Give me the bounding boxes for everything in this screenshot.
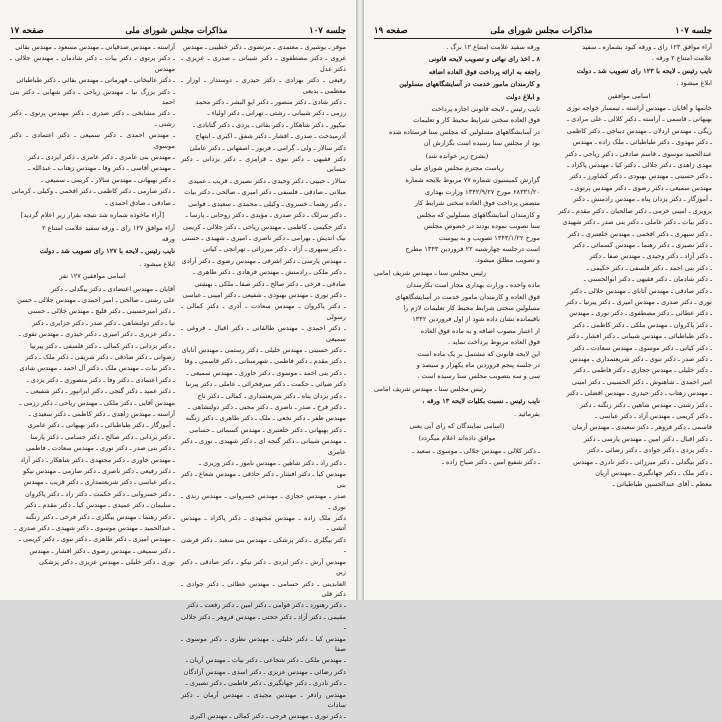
text-line: آراسته ـ مهندس زاهدی ـ دکتر کاظمی ـ دکتر سعیدی ـ xyxy=(28,410,175,418)
text-line: ـ دکتر صارمی ـ دکتر کاظمی ـ دکتر افخمی ـ وکیلی ـ کرمانی xyxy=(11,187,175,196)
text-line: ـ دکتر مهدوی ـ دکتر طباطبائی ـ ملک زاده ـ مهندس xyxy=(572,138,712,147)
text-line: فوق العاده مربوط پرداخت نماید . xyxy=(448,338,540,347)
text-line: ـ دکتر ملکی ـ رادمنش ـ مهندس فرهادی ـ دکتر طاهری ـ xyxy=(193,268,346,277)
text-line: ـ مهندس شیبانی ـ دکتر گنجه ای ـ دکتر شهیدی ـ نوری ـ دکتر عامری xyxy=(181,437,346,456)
text-line: نوری ـ دکتر خلیلی ـ مهندس عزیزی ـ دکتر پزشکی xyxy=(39,558,175,567)
text-line: باقیمانده نشان داده شود از اول فروردین ۱۳۴۲ xyxy=(412,315,540,324)
text-line: رضوانی ـ دکتر صادقی ـ دکتر شریفی ـ دکتر ملک ـ دکتر xyxy=(25,352,175,361)
text-line: ـ دکتر کیانی ـ دکتر موسوی ـ مهندس سعادت ـ دکتر xyxy=(572,343,712,352)
text-line: قاسمی ـ دکتر فروهر ـ دکتر سعیدی ـ مهندس آرمان xyxy=(572,423,712,432)
text-line: مورخ ۱۳۴۳/۱/۲۲ تصویب و به پیوست xyxy=(438,233,540,242)
text-line: ـ مهندس احمدی ـ دکتر سمیعی ـ دکتر اعتمادی ـ دکتر موسوی xyxy=(10,131,175,150)
text-line: ـ دکتر بنی احمد ـ موسوی ـ دکتر خاوری ـ مهندس سمیعی ـ xyxy=(186,368,346,377)
text-line: دکتر بیگلری ـ دکتر پزشکی ـ مهندس بنی سعید ـ دکتر فرشی ـ xyxy=(181,535,346,555)
text-line: ابلاغ میشود . xyxy=(676,79,712,88)
text-line: ـ مهندس آقاسی ـ دکتر وفا ـ مهندس زهتاب ـ عبدالله ـ xyxy=(28,164,175,173)
text-line: سالار ـ حبیبی ـ دکتر وحیدی ـ دکتر نصیری ـ قریب ـ عمیدی xyxy=(188,176,346,185)
text-line: [آراء ماخوذه شماره شد نتیجه بقرار زیر اعلام گردید] xyxy=(20,211,165,220)
text-line: در آسایشگاههای مسلولین که مجلس سنا فرستاده شده xyxy=(389,127,540,136)
text-line: علامت امتناع ۲ ورقه . xyxy=(651,54,712,63)
text-line: فوق العاده و کارمندان مامور خدمت در آسایشگاههای xyxy=(395,292,540,301)
text-line: ـ دکتر بهبهانی ـ دکتر خلعتبری ـ مهندس کسمائی ـ حسامی xyxy=(189,425,346,434)
text-line: و کارمندان آسایشگاههای مسلولین که مجلس xyxy=(416,210,540,219)
text-line: ـ دکتر نوری ـ مهندس بهبودی ـ شفیعی ـ دکتر امینی ـ عباسی xyxy=(182,290,346,299)
left-page xyxy=(0,0,356,721)
text-line: ـ دکتر شادمان ـ دکتر فقیهی ـ دکتر ابوالحسنی ـ xyxy=(583,275,712,284)
text-line: اسامی موافقین ۱۲۷ نفر xyxy=(59,272,126,281)
text-line: ـ دکتر بنی صدر ـ دکتر نوری ـ مهندس سعادت ـ فاطمی xyxy=(26,444,175,453)
text-line: ـ دکتر رشتی ـ مهندس شاهین ـ دکتر زنگنه ـ دکتر xyxy=(579,400,712,409)
text-line: ـ دکتر بهبهانی ـ مهندس سالار ـ کریمی ـ سمیعی ـ xyxy=(40,175,175,184)
text-line: دکتر فقیهی ـ دکتر نبوی ـ قرامزی ـ دکتر یزدانی ـ دکتر حسابی xyxy=(181,155,346,174)
text-line: مهندس سمیعی ـ دکتر رضوی ـ دکتر مهندس پرتوی ـ xyxy=(570,183,712,192)
text-line: آقایان ـ مهندس اعتضادی ـ دکتر بیگدلی ـ دکتر xyxy=(51,284,175,293)
text-line: ـ دکتر احمدی ـ مهندس طالقانی ـ دکتر اقبال ـ فروغی ـ سمیعی xyxy=(181,324,346,343)
text-line: ـ دکتر بنی احمد ـ دکتر فلسفی ـ دکتر حکیمی ـ xyxy=(586,263,712,272)
text-line: آراء موافق ۱۲۷ رای ـ ورقه سفید علامت امتناع ۲ xyxy=(41,223,175,232)
text-line: آذرمیدخت ـ صدری ـ افشار ـ دکتر شفق ـ اکبری ـ ابتهاج xyxy=(195,132,346,141)
text-line: مسلولین سختی شرایط محیط کار تعلیمات لازم را xyxy=(403,303,540,312)
text-line: ـ دکتر فرخ ـ صدر ـ ناصری ـ دکتر محبی ـ دکتر دولتشاهی ـ xyxy=(188,403,346,411)
text-line: و تصویب مطلق میشود. xyxy=(474,256,540,265)
text-line: ریاست محترم مجلس شورای ملی xyxy=(410,164,504,173)
text-line: مقیمی ـ دکتر آزاد ـ دکتر حجتی ـ مهندس فروهر ـ دکتر جلالی ـ xyxy=(181,612,346,632)
text-line: ـ دکتر بیات ـ مهندس ملک ـ دکتر آل احمد ـ مهندس شادی xyxy=(19,364,175,373)
text-line: رئیس مجلس سنا ـ مهندس شریف امامی xyxy=(374,384,487,393)
text-line: ـ دکتر شادی ـ دکتر منصور ـ دکتر ابو البشر ـ دکتر محمد xyxy=(195,98,346,107)
text-line: ـ دکتر آزاد ـ دکتر وحیدی ـ مهندس صفا ـ دکتر xyxy=(589,252,712,261)
text-line: موافق داده‌اند اعلام میگردد) xyxy=(418,434,496,443)
text-line: ـ دکتر طباطبائی ـ مهندس شیبانی ـ دکتر افشار ـ دکتر xyxy=(567,332,712,341)
text-line: ماده واحده ـ وزارت بهداری مجاز است بکارمندان xyxy=(406,281,540,290)
text-line: اسامی موافقین xyxy=(607,91,651,100)
text-line: ورقه سفید علامت امتناع ۱۲ برگ . xyxy=(446,43,540,51)
right-page-right-column xyxy=(546,42,712,594)
text-line: ـ دکتر عطائی ـ دکتر مصطفوی ـ دکتر نوری ـ مهندس xyxy=(569,309,712,318)
text-line: ـ دکتر اعتمادی ـ دکتر وفا ـ دکتر منصوری ـ دکتر یزدی ـ xyxy=(26,375,175,384)
text-line: این لایحه قانونی که مشتمل بر یک ماده است xyxy=(417,349,540,358)
text-line: آراسته ـ مهندس صدقیانی ـ مهندس مسعود ـ مهندس بقائی xyxy=(15,43,175,51)
text-line: میلانی ـ صادقی ـ فلسفی ـ دکتر امیری ـ صالحی ـ دکتر بیات xyxy=(184,188,346,197)
text-line: و کارمندان مامور خدمت در آسایشگاههای مسلولین xyxy=(399,80,540,89)
text-line: ـ دکتر حسینی ـ مهندس بهبودی ـ دکتر کشاورز ـ دکتر xyxy=(569,172,712,181)
text-line: ـ دکتر سپهری ـ آزاد ـ دکتر میرزائی ـ تهرانچی ـ کیانی xyxy=(202,245,346,254)
text-line: ـ دکتر صدر ـ دکتر نبوی ـ دکتر شریعتمداری ـ مهندس xyxy=(569,354,712,363)
text-line: ـ دکتر بیات ـ دکتر عاملی ـ دکتر بنی صدر ـ دکتر شهیدی xyxy=(562,218,712,227)
text-line: ـ آموزگار ـ دکتر یزدان پناه ـ مهندس رادمنش ـ دکتر xyxy=(573,195,712,204)
text-line: ـ دکتر عزیزی ـ دکتر امیری ـ دکتر حیدری ـ مهندس تقوی ـ xyxy=(19,330,175,339)
text-line: ـ دکتر خلیلی ـ مهندس حجازی ـ دکتر فاطمی ـ دکتر xyxy=(573,366,712,375)
text-line: ـ صادقی ـ صادق احمدی ـ xyxy=(105,198,175,207)
text-line: رئیس مجلس سنا ـ مهندس شریف امامی xyxy=(374,268,487,277)
text-line: ـ دکتر عالیخانی ـ قهرمانی ـ مهندس بقائی ـ دکتر طباطبائی xyxy=(16,76,175,85)
left-page-number: صفحه ۱۷ xyxy=(10,26,44,36)
text-line: ـ دکتر یزدانی ـ دکتر کمالی ـ دکتر فلسفی ـ دکتر پیرنیا xyxy=(30,341,175,350)
text-line: ـ دکتر بزرگ نیا ـ مهندس ریاحی ـ دکتر شهابی ـ دکتر بنی احمد xyxy=(10,87,175,107)
text-line: دکتر ضیائی ـ حکمت ـ دکتر میرفخرائی ـ عاملی ـ دکتر پیرنیا xyxy=(185,380,346,389)
text-line: ـ دکتر اقبال ـ دکتر امین ـ مهندس پارسی ـ دکتر xyxy=(583,434,712,443)
text-line: دکتر سالار ـ ولی ـ گرامی ـ فریور ـ اصفهانی ـ دکتر عاملی xyxy=(189,143,346,152)
text-line: صادقی ـ فرخی ـ دکتر صالح ـ دکتر صفا ـ ملکی ـ بهشتی xyxy=(194,279,346,288)
text-line: نوری ـ دکتر صدری ـ مهندس امیری ـ دکتر پیرنیا ـ دکتر xyxy=(565,297,712,306)
text-line: مهندس ظفر ـ دکتر نخعی ـ ملک ـ دکتر طاهری ـ دکتر زنگنه xyxy=(185,414,346,423)
text-line: بهبهانی ـ قاسمی ـ آراسته ـ دکتر کلالی ـ علی مرادی ـ xyxy=(567,115,712,124)
text-line: ابلاغ میشود . xyxy=(139,259,175,268)
right-page-header xyxy=(374,22,712,39)
text-line: ـ دکتر راد ـ دکتر شاهین ـ مهندس نامور ـ دکتر وزیری ـ xyxy=(199,459,346,468)
text-line: ـ دکتر مقدم ـ دکتر فاطمی ـ شهرستانی ـ دکتر قاسمی ـ وفا xyxy=(184,357,346,366)
text-line: ـ دکتر شفیع امین ـ دکتر صباح زاده ـ xyxy=(442,458,540,467)
text-line: ـ دکتر نصیری ـ دکتر رهنما ـ مهندس کسمائی ـ دکتر xyxy=(573,240,712,249)
text-line: مهندس کیا ـ دکتر خلیلی ـ مهندس نظری ـ دکتر موسوی ـ صفا xyxy=(181,634,346,653)
text-line: ـ دکتر ملک ـ دکتر جهانگیری ـ مهندس آریان xyxy=(595,469,712,478)
text-line: بفرمائید . xyxy=(514,409,540,418)
text-line: ـ دکتر سپهری ـ دکتر افخمی ـ مهندس خلعتبری ـ دکتر xyxy=(568,229,712,238)
text-line: ـ دکتر کریمی ـ مهندس آزاد ـ دکتر عباسی ـ xyxy=(595,412,712,420)
text-line: مهدی زاهدی ـ دکتر جلالی ـ دکتر کیا ـ مهندس پاکزاد ـ xyxy=(567,161,712,170)
text-line: رفیعی ـ دکتر بهزادی ـ دکتر حیدری ـ دوستدار ـ اوزار ـ معظمی ـ بدیعی xyxy=(181,76,346,95)
text-line: ـ مهندس امیری ـ دکتر طاهری ـ دکتر نبوی ـ دکتر کریمی ـ xyxy=(19,535,175,544)
text-line: در جلسه پنجم فروردین ماه یکهزار و سیصد و xyxy=(416,360,540,369)
right-page-columns xyxy=(374,42,712,594)
text-line: ـ دکتر یزدی ـ دکتر جوادی ـ دکتر رضائی ـ دکتر xyxy=(587,446,712,455)
text-line: ـ دکتر سرلک ـ دکتر صدری ـ مؤیدی ـ دکتر روحانی ـ پارسا ـ xyxy=(185,211,346,220)
text-line: ـ دکتر بیگدلی ـ دکتر میرزائی ـ دکتر نادری ـ مهندس xyxy=(573,457,712,466)
text-line: ـ دکتر نوری ـ مهندس فرجی ـ دکتر کمالی ـ مهندس اکبری xyxy=(189,712,346,721)
left-running-title: مذاکرات مجلس شورای ملی xyxy=(125,26,228,36)
text-line: آراء موافق ۱۲۳ رای ـ ورقه کبود بشماره ـ سفید xyxy=(582,43,712,51)
text-line: نایب رئیس ـ لایحه با ۱۲۷ رای تصویب شد ـ دولت xyxy=(39,247,175,256)
text-line: صدر ـ مهندس حجازی ـ مهندس خسروانی ـ مهندس زندی ـ نوری ـ xyxy=(181,492,346,511)
text-line: پرویزی ـ امینی خرمی ـ دکتر صالحیان ـ دکتر مقدم ـ دکتر xyxy=(558,206,712,215)
left-session-label: جلسه ۱۰۷ xyxy=(309,26,346,36)
text-line: است درجلسه چهارشنبه ۲۲ فروردین ۱۳۴۳ مطرح xyxy=(405,244,540,253)
text-line: ـ دکتر یزدان پناه ـ دکتر شریعتمداری ـ کمالی ـ دکتر تاج xyxy=(197,391,346,400)
left-page-left-column xyxy=(10,42,175,594)
text-line: علی رشتی ـ صالحی ـ امیر احمدی ـ مهندس جلالی ـ حسن xyxy=(17,295,175,304)
text-line: گزارش کمیسیون شماره ۷۷ مربوط بلایحه شماره xyxy=(405,176,540,185)
text-line: ـ دکتر مشایخی ـ دکتر صدری ـ دکتر مهندس پرتوی ـ دکتر رشتی ـ xyxy=(10,109,175,128)
left-page-columns xyxy=(10,42,346,721)
text-line: از اعتبار مصوب اضافه و به ماده فوق العاده xyxy=(420,326,540,335)
text-line: ـ آموزگار ـ دکتر طباطبائی ـ دکتر بهبهانی ـ دکتر عامری xyxy=(27,421,175,430)
text-line: دکتر رضائی ـ مهندس عزیزی ـ دکتر اسدی ـ مهندس آزادگان xyxy=(183,667,346,676)
text-line: ـ مهندس بنی عامری ـ دکتر عامری ـ دکتر ایزدی ـ دکتر xyxy=(27,153,175,162)
text-line: العابدینی ـ دکتر حسامی ـ مهندس عطائی ـ دکتر جوادی ـ دکتر قلی xyxy=(181,579,346,598)
book-gutter xyxy=(356,0,364,600)
text-line: ـ مهندس زهتاب ـ دکتر حیدری ـ مهندس افضلی ـ دکتر xyxy=(566,389,712,398)
text-line: ـ دکتر حسینی ـ مهندس خلیلی ـ دکتر رستمی ـ مهندس آتابای xyxy=(181,345,346,354)
text-line: ـ دکتر رهنما ـ خسروی ـ وکیلی ـ محمدی ـ سعیدی ـ قوامی xyxy=(188,199,346,208)
text-line: متضمن پرداخت فوق العاده سختی شرایط کار xyxy=(414,199,540,208)
text-line: ریگی ـ مهندس اردلان ـ مهندس دیباجی ـ دکتر کاظمی xyxy=(566,126,712,135)
text-line: نایب رئیس ـ لایحه قانونی اجازه پرداخت xyxy=(431,105,540,114)
text-line: ـ دکتر امیرحسینی ـ دکتر قلیچ ـ مهندس جلالی ـ حسنی xyxy=(27,307,175,316)
text-line: ـ مهندس ملکی ـ دکتر شجاعی ـ دکتر بیات ـ مهندس آریان ـ xyxy=(185,656,346,665)
right-page xyxy=(364,0,722,600)
text-line: ۶۸۳۳۱/۲۰ مورخ ۱۳۴۲/۹/۲۷ وزارت بهداری xyxy=(424,187,540,196)
text-line: ۸ ـ اخذ رای نهائی و تصویب لایحه قانونی xyxy=(428,55,540,64)
text-line: نیکپور ـ دکتر شاهکار ـ دکتر بقائی ـ یزدی ـ دکتر گنابادی ـ xyxy=(193,120,346,129)
text-line: ـ سلیمان ـ دکتر عمیدی ـ مهندس کیا ـ دکتر مقدم ـ دکتر xyxy=(24,501,175,510)
text-line: مهندس رادفر ـ مهندس مجیدی ـ مهندس آرمان ـ دکتر سادات xyxy=(181,690,346,709)
text-line: (اسامی نمایندگان که رای آبی یعنی xyxy=(409,422,505,430)
text-line: دکتر ملک زاده ـ مهندس مجتهدی ـ دکتر پاکزاد ـ مهندس آتشی ـ xyxy=(181,514,346,533)
text-line: بود از مجلس سنا رسیده است بگزارش آن xyxy=(423,139,540,148)
text-line: مهندس کیا ـ دکتر افشار ـ دکتر حاذقی ـ مهندس شعاع ـ دکتر بنی xyxy=(181,470,346,489)
text-line: فوق العاده سختی شرایط محیط کار و تعلیمات xyxy=(413,116,540,125)
text-line: غروی ـ دکتر مصطفوی ـ دکتر شیبانی ـ صدری ـ عزیزی ـ دکتر عدل xyxy=(181,54,346,73)
text-line: رزمی ـ دکتر شیبانی ـ رشتی ـ تهرانی ـ دکتر اولیاء ـ xyxy=(207,109,346,118)
text-line: ـ مهندس خاوری ـ دکتر مجتهدی ـ دکتر شاهکار ـ دکتر آزاد xyxy=(20,455,175,464)
text-line: ـ عبدالحمید ـ مهندس موسوی ـ دکتر شهیدی ـ دکتر صدری ـ xyxy=(14,524,175,533)
text-line: ـ دکتر رفیعی ـ دکتر ناصری ـ دکتر صارمی ـ مهندس نیکو xyxy=(23,467,175,476)
text-line: نایب رئیس ـ لایحه با ۱۲۳ رای تصویب شد ـ دولت xyxy=(576,66,712,75)
left-page-header xyxy=(10,22,346,39)
text-line: ـ دکتر نادری ـ دکتر جهانگیری ـ دکتر فاطمی ـ دکتر نصیری ـ xyxy=(185,679,346,688)
text-line: ـ دکتر صادقی ـ مهندس آتابای ـ مهندس جلالی ـ دکتر xyxy=(570,286,712,295)
text-line: معظم ـ آقای عبدالحسین طباطبائی ـ xyxy=(612,480,712,489)
right-running-title: مذاکرات مجلس شورای ملی xyxy=(490,26,593,36)
text-line: ـ دکتر سمیعی ـ مهندس رضوی ـ دکتر افشار ـ مهندس xyxy=(29,546,175,555)
text-line: ـ دکتر رهنورد ـ دکتر قوامی ـ دکتر امین ـ دکتر رفعت ـ دکتر xyxy=(186,601,346,610)
text-line: مهندس آقایی ـ دکتر ملکی ـ مهندس ریاحی ـ دکتر رزمی ـ xyxy=(19,398,175,407)
text-line: ورقه xyxy=(161,234,175,243)
text-line: ـ دکتر پاکروان ـ مهندس ملکی ـ دکتر کاظمی ـ دکتر xyxy=(573,320,712,329)
right-page-left-column xyxy=(374,42,540,594)
text-line: عبدالحمید موسوی ـ قاسم صادقی ـ دکتر ریاحی ـ دکتر xyxy=(565,149,712,158)
text-line: ـ دکتر یزدانی ـ دکتر صالح ـ دکتر حسامی ـ دکتر پارسا xyxy=(30,432,175,441)
text-line: ـ دکتر خسروانی ـ دکتر حکمت ـ دکتر راد ـ دکتر پاکروان xyxy=(25,489,175,498)
text-line: ـ دکتر کلالی ـ مهندس جلالی ـ موسوی ـ سعید ـ xyxy=(412,446,540,455)
text-line: دکتر حکیمی ـ کاظمی ـ مهندس ریاحی ـ دکتر جلالی ـ کریمی xyxy=(182,222,346,231)
text-line: ـ دکتر عمید ـ دکتر گنجی ـ دکتر ایرانپور ـ دکتر شفیعی ـ xyxy=(26,387,175,396)
right-session-label: جلسه ۱۰۷ xyxy=(675,26,712,36)
text-line: (بشرح زیر خوانده شد) xyxy=(425,151,489,160)
left-page-right-column xyxy=(181,42,346,721)
text-line: و ابلاغ دولت xyxy=(506,92,540,101)
text-line: مهندس آرش ـ دکتر ایزدی ـ دکتر نیکو ـ دکتر صادقی ـ دکتر زین xyxy=(181,557,346,577)
text-line: نیک اندیش ـ بهرامی ـ دکتر ناصری ـ امیری ـ شهیدی ـ حسنی xyxy=(182,233,346,242)
text-line: ـ دکتر پاکروان ـ مهندس سعادت ـ آذری ـ دکتر کمالی ـ رسولی xyxy=(181,302,346,321)
text-line: نایب رئیس ـ نسبت بکلیات لایحه ۱۳ ورقه ، xyxy=(422,397,540,406)
text-line: سنا تصویب نموده بودند در خصوص مجلس xyxy=(424,222,540,231)
text-line: خانمها و آقایان ـ مهندس آراسته ـ تیمسار خواجه نوری xyxy=(566,104,712,113)
text-line: ـ دکتر پرتوی ـ دکتر بیات ـ دکتر شادمان ـ مهندس جلالی ـ مهندس xyxy=(10,54,175,73)
text-line: سی و سه بتصویب مجلس سنا رسیده است . xyxy=(417,372,540,381)
text-line: امیر احمدی ـ شاهنوش ـ دکتر الحسینی ـ دکتر امینی xyxy=(571,377,712,386)
text-line: ـ دکتر رهنما ـ مهندس بیگلری ـ دکتر فرخی ـ دکتر زنگنه xyxy=(25,512,175,521)
text-line: راجعه به ارائه پرداخت فوق العاده اضافه xyxy=(428,67,540,76)
text-line: ـ مهندس پارسی ـ دکتر اشرفی ـ مهندس رضوی ـ دکتر آزادی xyxy=(181,256,346,265)
right-page-number: صفحه ۱۹ xyxy=(374,26,408,36)
text-line: نیا ـ دکتر دولتشاهی ـ دکتر صدر ـ دکتر جزایری ـ دکتر xyxy=(32,318,175,327)
text-line: ـ دکتر عباسی ـ دکتر شریعتمداری ـ دکتر قریب ـ مهندس xyxy=(23,478,175,487)
text-line: موقر ـ یوشیری ـ معتمدی ـ مرتضوی ـ دکتر خطیبی ـ مهندس xyxy=(182,43,346,51)
